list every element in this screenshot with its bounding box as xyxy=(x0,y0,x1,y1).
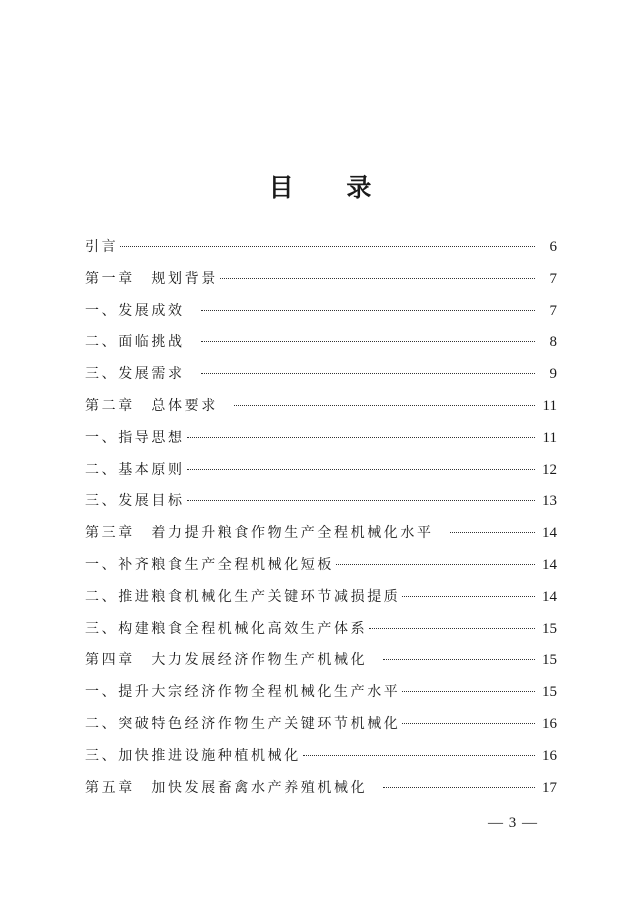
toc-entry-label: 三、加快推进设施种植机械化 xyxy=(85,747,301,764)
toc-entry-page: 7 xyxy=(549,270,557,287)
toc-leader-dots xyxy=(120,246,535,247)
toc-entry-page: 9 xyxy=(549,366,557,383)
toc-entry-label: 一、补齐粮食生产全程机械化短板 xyxy=(85,556,334,573)
toc-entry-page: 15 xyxy=(542,684,557,701)
toc-entry-page: 7 xyxy=(549,302,557,319)
toc-entry[interactable] xyxy=(85,741,557,773)
toc-entry[interactable] xyxy=(85,232,557,264)
toc-entry-label: 第四章 大力发展经济作物生产机械化 xyxy=(85,652,368,669)
toc-entry-page: 11 xyxy=(542,397,557,414)
toc-leader-dots xyxy=(201,373,535,374)
toc-entry-page: 14 xyxy=(542,556,557,573)
toc-entry-label: 二、面临挑战 xyxy=(85,334,185,351)
toc-entry[interactable] xyxy=(85,518,557,550)
toc-leader-dots xyxy=(220,278,535,279)
toc-leader-dots xyxy=(383,787,535,788)
toc-entry-label: 第五章 加快发展畜禽水产养殖机械化 xyxy=(85,779,368,796)
toc-entry[interactable] xyxy=(85,327,557,359)
toc-entry[interactable] xyxy=(85,264,557,296)
toc-entry[interactable] xyxy=(85,455,557,487)
toc-entry-page: 14 xyxy=(542,525,557,542)
toc-entry[interactable] xyxy=(85,677,557,709)
toc-entry-page: 16 xyxy=(542,747,557,764)
toc-entry-label: 三、发展目标 xyxy=(85,493,185,510)
table-of-contents xyxy=(85,232,557,804)
toc-entry-page: 11 xyxy=(542,429,557,446)
toc-leader-dots xyxy=(234,405,535,406)
toc-entry[interactable] xyxy=(85,614,557,646)
toc-entry-page: 12 xyxy=(542,461,557,478)
toc-leader-dots xyxy=(450,532,535,533)
toc-entry-label: 第一章 规划背景 xyxy=(85,270,218,287)
toc-entry[interactable] xyxy=(85,709,557,741)
toc-entry-label: 引言 xyxy=(85,239,119,255)
toc-entry-label: 二、推进粮食机械化生产关键环节减损提质 xyxy=(85,588,401,605)
toc-entry[interactable] xyxy=(85,773,557,805)
toc-entry-label: 一、指导思想 xyxy=(85,429,185,446)
toc-leader-dots xyxy=(402,596,535,597)
toc-entry[interactable] xyxy=(85,550,557,582)
toc-leader-dots xyxy=(402,691,535,692)
toc-entry-label: 第三章 着力提升粮食作物生产全程机械化水平 xyxy=(85,525,434,542)
toc-entry-label: 一、发展成效 xyxy=(85,302,185,319)
toc-entry-page: 17 xyxy=(542,779,557,796)
page-title: 目 录 xyxy=(268,173,394,202)
page-number: — 3 — xyxy=(488,815,538,831)
toc-entry-page: 8 xyxy=(549,334,557,351)
toc-entry-label: 第二章 总体要求 xyxy=(85,397,218,414)
toc-entry-label: 二、基本原则 xyxy=(85,461,185,478)
toc-entry-page: 16 xyxy=(542,715,557,732)
toc-entry-page: 6 xyxy=(549,239,557,255)
toc-leader-dots xyxy=(336,564,535,565)
toc-entry[interactable] xyxy=(85,296,557,328)
toc-leader-dots xyxy=(187,469,535,470)
toc-leader-dots xyxy=(402,723,535,724)
toc-entry[interactable] xyxy=(85,486,557,518)
toc-entry[interactable] xyxy=(85,423,557,455)
toc-leader-dots xyxy=(303,755,535,756)
toc-leader-dots xyxy=(383,659,535,660)
toc-leader-dots xyxy=(369,628,535,629)
toc-leader-dots xyxy=(201,341,535,342)
toc-entry-page: 15 xyxy=(542,620,557,637)
toc-leader-dots xyxy=(187,437,535,438)
toc-entry-page: 14 xyxy=(542,588,557,605)
toc-leader-dots xyxy=(187,500,535,501)
toc-entry[interactable] xyxy=(85,359,557,391)
toc-entry-label: 一、提升大宗经济作物全程机械化生产水平 xyxy=(85,684,401,701)
toc-entry[interactable] xyxy=(85,582,557,614)
toc-entry[interactable] xyxy=(85,391,557,423)
toc-leader-dots xyxy=(201,310,535,311)
toc-entry-label: 二、突破特色经济作物生产关键环节机械化 xyxy=(85,715,401,732)
toc-entry[interactable] xyxy=(85,645,557,677)
toc-entry-label: 三、构建粮食全程机械化高效生产体系 xyxy=(85,620,368,637)
toc-entry-label: 三、发展需求 xyxy=(85,366,185,383)
toc-entry-page: 13 xyxy=(542,493,557,510)
toc-entry-page: 15 xyxy=(542,652,557,669)
